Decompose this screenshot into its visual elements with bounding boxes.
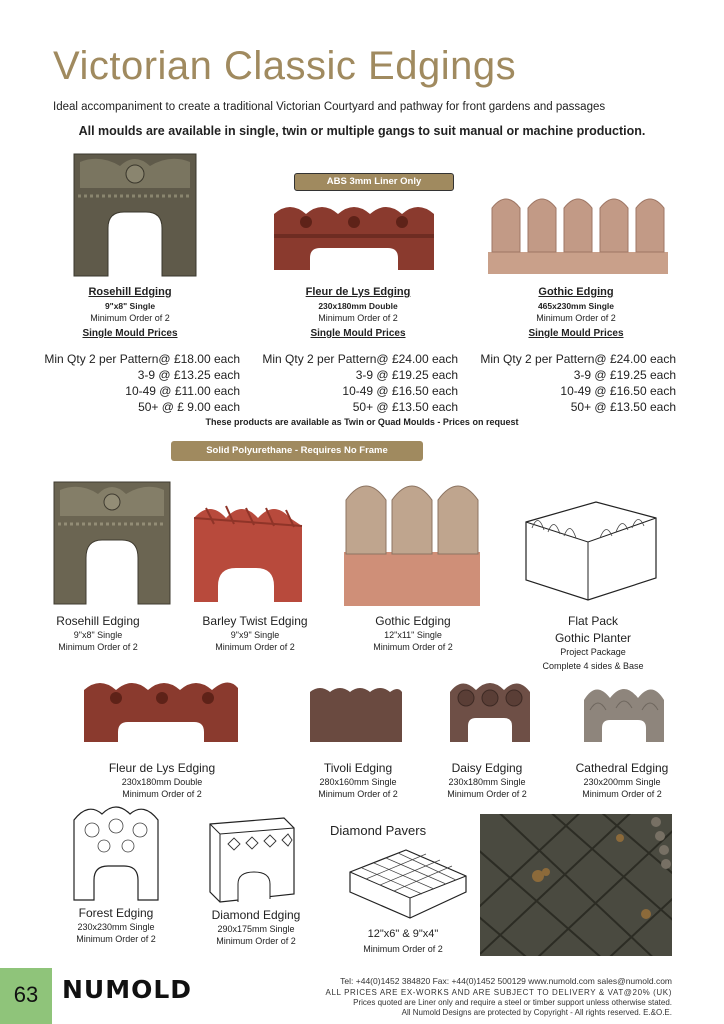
- daisy-edging-item: [428, 761, 546, 799]
- diamond-pavers-photo: [480, 814, 672, 956]
- item-min-order: Minimum Order of 2: [76, 934, 156, 944]
- item-name: Diamond Edging: [211, 908, 301, 922]
- product-size: 230x180mm Double: [318, 301, 398, 311]
- page-number: 63: [13, 982, 39, 1007]
- pavers-size: 12"x6" & 9"x4": [367, 928, 439, 940]
- item-min-order: Minimum Order of 2: [216, 936, 296, 946]
- product-min-order: Minimum Order of 2: [318, 313, 398, 323]
- item-name-line2: Gothic Planter: [554, 631, 632, 645]
- item-size: 230x180mm Double: [121, 777, 203, 787]
- prices-note: ALL PRICES ARE EX-WORKS AND ARE SUBJECT TO DELIVERY & VAT@20% (UK): [325, 988, 672, 997]
- item-name: Tivoli Edging: [323, 761, 393, 775]
- price-line: Min Qty 2 per Pattern@ £18.00 each: [44, 352, 240, 366]
- item-name: Forest Edging: [78, 906, 154, 920]
- fleur-de-lys-solid-image: [82, 676, 240, 744]
- item-min-order: Minimum Order of 2: [373, 642, 453, 652]
- item-name: Gothic Edging: [375, 614, 451, 628]
- item-size: 290x175mm Single: [217, 924, 295, 934]
- price-line: 3-9 @ £19.25 each: [355, 368, 458, 382]
- intro-text: Ideal accompaniment to create a traditional Victorian Courtyard and pathway for front gardens and passages: [53, 101, 606, 113]
- solid-polyurethane-badge: Solid Polyurethane - Requires No Frame: [171, 441, 423, 461]
- rosehill-solid-image: [52, 478, 172, 606]
- item-min-order: Minimum Order of 2: [122, 789, 202, 799]
- item-min-order: Minimum Order of 2: [215, 642, 295, 652]
- daisy-edging-image: [448, 676, 532, 744]
- gothic-solid-item: [348, 614, 478, 652]
- liner-note: Prices quoted are Liner only and require a steel or timber support unless otherwise stated.: [353, 998, 672, 1007]
- item-size: 12"x11" Single: [384, 630, 442, 640]
- item-name: Cathedral Edging: [575, 761, 669, 775]
- item-name: Flat Pack: [567, 614, 618, 628]
- diamond-pavers-drawing: [346, 846, 470, 922]
- copyright-note: All Numold Designs are protected by Copyright - All rights reserved. E.&O.E.: [401, 1008, 672, 1017]
- fleur-de-lys-edging-image: [270, 200, 438, 272]
- fleur-de-lys-solid-item: [92, 761, 232, 799]
- price-heading: Single Mould Prices: [528, 328, 624, 339]
- product-name: Rosehill Edging: [88, 286, 172, 298]
- price-line: 3-9 @ £19.25 each: [573, 368, 676, 382]
- forest-edging-item: [56, 906, 176, 944]
- price-line: 50+ @ £13.50 each: [352, 400, 458, 414]
- item-min-order: Minimum Order of 2: [58, 642, 138, 652]
- forest-edging-drawing: [68, 800, 164, 904]
- item-min-order: Complete 4 sides & Base: [542, 661, 644, 671]
- gothic-solid-image: [342, 472, 482, 608]
- product-min-order: Minimum Order of 2: [90, 313, 170, 323]
- diamond-edging-drawing: [204, 814, 300, 904]
- price-line: 3-9 @ £13.25 each: [137, 368, 240, 382]
- price-line: 10-49 @ £16.50 each: [342, 384, 458, 398]
- item-min-order: Minimum Order of 2: [447, 789, 527, 799]
- diamond-pavers-item: [342, 928, 464, 954]
- item-size: 280x160mm Single: [319, 777, 397, 787]
- barley-twist-image: [190, 498, 306, 604]
- item-name: Barley Twist Edging: [202, 614, 308, 628]
- availability-note: These products are available as Twin or Quad Moulds - Prices on request: [205, 417, 519, 427]
- price-line: Min Qty 2 per Pattern@ £24.00 each: [480, 352, 676, 366]
- item-size: 230x200mm Single: [583, 777, 661, 787]
- gothic-edging-product: [486, 286, 666, 339]
- item-size: Project Package: [560, 647, 626, 657]
- gothic-planter-item: [518, 614, 668, 671]
- product-name: Gothic Edging: [538, 286, 614, 298]
- gothic-edging-image: [488, 190, 668, 274]
- rosehill-edging-image: [70, 148, 200, 280]
- price-line: 10-49 @ £16.50 each: [560, 384, 676, 398]
- item-size: 230x180mm Single: [448, 777, 526, 787]
- gothic-price-list: [460, 351, 676, 415]
- numold-logo: NUMOLD: [62, 975, 193, 1004]
- item-size: 230x230mm Single: [77, 922, 155, 932]
- page-title: Victorian Classic Edgings: [53, 44, 517, 88]
- item-name: Fleur de Lys Edging: [108, 761, 216, 775]
- item-name: Rosehill Edging: [56, 614, 140, 628]
- item-size: 9"x9" Single: [230, 630, 280, 640]
- barley-twist-item: [190, 614, 320, 652]
- price-heading: Single Mould Prices: [82, 328, 178, 339]
- diamond-edging-item: [196, 908, 316, 946]
- cathedral-edging-image: [582, 680, 666, 744]
- item-name: Daisy Edging: [451, 761, 523, 775]
- subintro-text: All moulds are available in single, twin or multiple gangs to suit manual or machine production.: [78, 124, 646, 138]
- tivoli-edging-image: [308, 684, 404, 744]
- abs-liner-badge: ABS 3mm Liner Only: [294, 173, 454, 191]
- price-line: Min Qty 2 per Pattern@ £24.00 each: [262, 352, 458, 366]
- product-size: 465x230mm Single: [537, 301, 615, 311]
- rosehill-price-list: [24, 351, 240, 415]
- price-line: 10-49 @ £11.00 each: [125, 384, 240, 398]
- pavers-min-order: Minimum Order of 2: [363, 944, 443, 954]
- price-heading: Single Mould Prices: [310, 328, 406, 339]
- tivoli-edging-item: [300, 761, 416, 799]
- price-line: 50+ @ £ 9.00 each: [138, 400, 240, 414]
- rosehill-solid-item: [38, 614, 158, 652]
- diamond-pavers-title: Diamond Pavers: [330, 823, 427, 838]
- rosehill-edging-product: [40, 286, 220, 339]
- item-min-order: Minimum Order of 2: [318, 789, 398, 799]
- cathedral-edging-item: [562, 761, 682, 799]
- gothic-planter-drawing: [516, 482, 666, 602]
- price-line: 50+ @ £13.50 each: [570, 400, 676, 414]
- fleur-de-lys-edging-product: [268, 286, 448, 339]
- item-size: 9"x8" Single: [73, 630, 123, 640]
- contact-line: Tel: +44(0)1452 384820 Fax: +44(0)1452 500129 www.numold.com sales@numold.com: [340, 976, 672, 986]
- product-name: Fleur de Lys Edging: [305, 286, 411, 298]
- product-min-order: Minimum Order of 2: [536, 313, 616, 323]
- item-min-order: Minimum Order of 2: [582, 789, 662, 799]
- product-size: 9"x8" Single: [104, 301, 156, 311]
- fleur-de-lys-price-list: [242, 351, 458, 415]
